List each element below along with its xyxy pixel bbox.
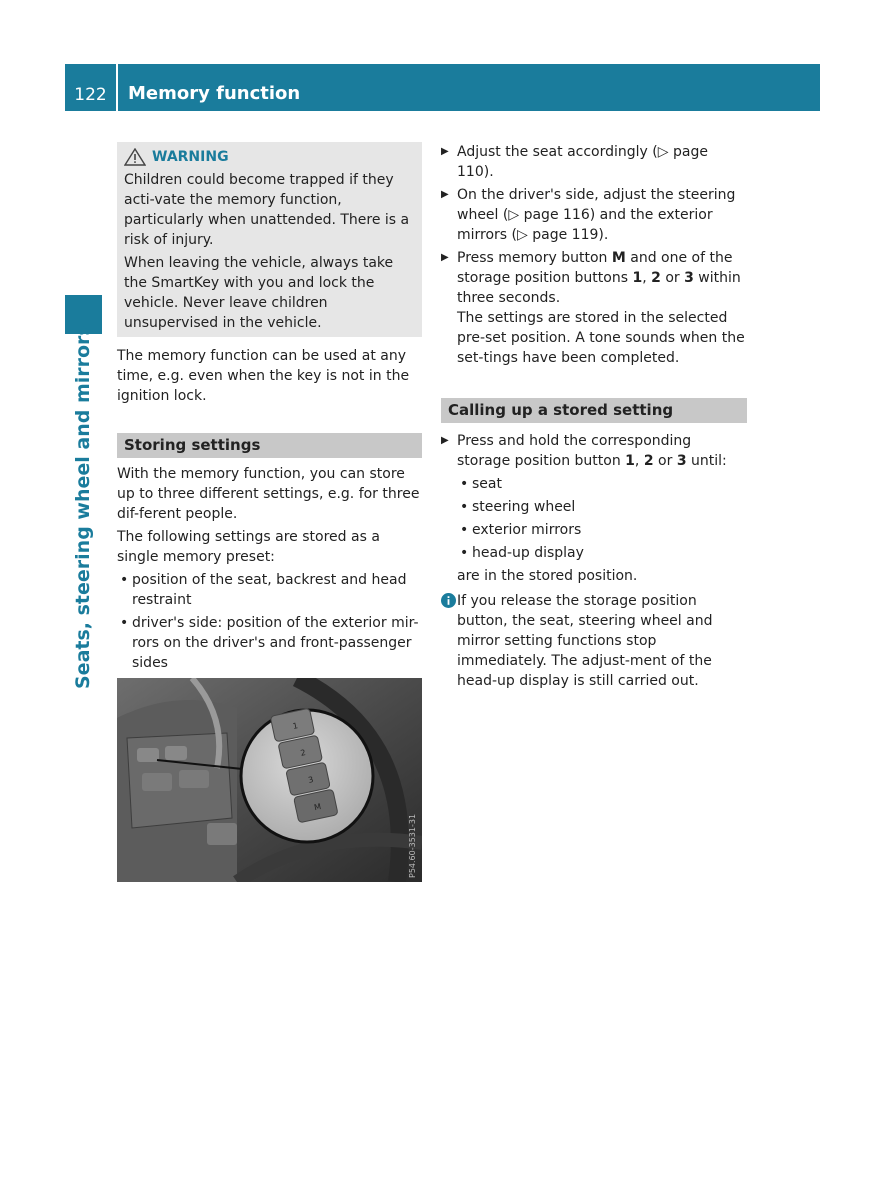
page-reference[interactable]: page 119	[532, 227, 599, 243]
page-ref-arrow-icon: ▷	[657, 144, 669, 160]
memory-buttons-photo	[117, 678, 422, 882]
page-number: 122	[74, 85, 107, 105]
bullet: •	[120, 572, 129, 588]
step-arrow-icon: ▶	[441, 146, 449, 157]
page-header	[65, 64, 820, 111]
list-item	[117, 570, 422, 610]
chapter-label: Seats, steering wheel and mirrors	[72, 324, 94, 689]
left-column	[117, 142, 422, 696]
section-heading-calling: Calling up a stored setting	[441, 398, 747, 423]
list-item	[457, 474, 747, 494]
instruction-step: ▶ On the driver's side, adjust the steering wheel (▷ page 116) and the exterior mirrors (▷ page 119).	[441, 187, 736, 243]
warning-heading-text: WARNING	[152, 149, 229, 165]
section-heading-storing: Storing settings	[117, 433, 422, 458]
figure-button-label: 1	[291, 721, 299, 731]
warning-paragraph: Children could become trapped if they acti-vate the memory function, particularly when unattended. There is a risk of injury.	[124, 172, 410, 248]
calling-result: are in the stored position.	[457, 568, 638, 584]
list-item-text: steering wheel	[472, 499, 576, 515]
bullet: •	[460, 476, 469, 492]
warning-box	[117, 142, 422, 337]
figure-code: P54.60-3531-31	[408, 813, 417, 878]
storing-paragraph: The following settings are stored as a single memory preset:	[117, 529, 380, 565]
warning-paragraph: When leaving the vehicle, always take the SmartKey with you and lock the vehicle. Never leave children unsupervised in the vehicle.	[124, 255, 394, 331]
list-item	[457, 543, 747, 563]
step-arrow-icon: ▶	[441, 435, 449, 446]
list-item-text: exterior mirrors	[472, 522, 582, 538]
right-column	[441, 142, 747, 691]
list-item-text: head-up display	[472, 545, 584, 561]
info-icon	[441, 593, 456, 608]
bullet: •	[460, 499, 469, 515]
info-note	[441, 591, 747, 691]
door-panel-illustration	[117, 678, 422, 882]
step-arrow-icon: ▶	[441, 252, 449, 263]
figure-button-label: 2	[299, 748, 307, 758]
instruction-step: ▶ Press memory button M and one of the storage position buttons 1, 2 or 3 within three seconds.	[441, 250, 741, 306]
warning-triangle-icon	[124, 148, 146, 166]
figure-button-label: M	[313, 802, 322, 813]
bullet: •	[460, 545, 469, 561]
storing-paragraph: With the memory function, you can store up to three different settings, e.g. for three dif-ferent people.	[117, 466, 420, 522]
bullet: •	[120, 615, 129, 631]
page-reference[interactable]: page 110	[457, 144, 708, 180]
bullet: •	[460, 522, 469, 538]
page-ref-arrow-icon: ▷	[508, 207, 520, 223]
list-item	[457, 497, 747, 517]
warning-heading	[124, 147, 415, 167]
step-result: The settings are stored in the selected pre-set position. A tone sounds when the set-tings have been completed.	[457, 310, 745, 366]
page-ref-arrow-icon: ▷	[517, 227, 528, 243]
list-item-text: driver's side: position of the exterior mir-rors on the driver's and front-passenger sides	[132, 615, 419, 671]
instruction-step: ▶ Adjust the seat accordingly (▷ page 110).	[441, 144, 708, 180]
list-item	[457, 520, 747, 540]
figure-button-label: 3	[307, 774, 315, 785]
info-text: If you release the storage position button, the seat, steering wheel and mirror setting functions stop immediately. The adjust-ment of the head-up display is still carried out.	[457, 593, 713, 689]
instruction-step: ▶ Press and hold the corresponding storage position button 1, 2 or 3 until:	[441, 433, 727, 469]
intro-paragraph: The memory function can be used at any time, e.g. even when the key is not in the ignition lock.	[117, 348, 410, 404]
page-reference[interactable]: page 116	[523, 207, 590, 223]
header-divider	[116, 64, 118, 111]
list-item-text: position of the seat, backrest and head restraint	[132, 572, 407, 608]
page-title: Memory function	[128, 83, 301, 104]
list-item	[117, 613, 422, 673]
step-arrow-icon: ▶	[441, 189, 449, 200]
list-item-text: seat	[472, 476, 502, 492]
